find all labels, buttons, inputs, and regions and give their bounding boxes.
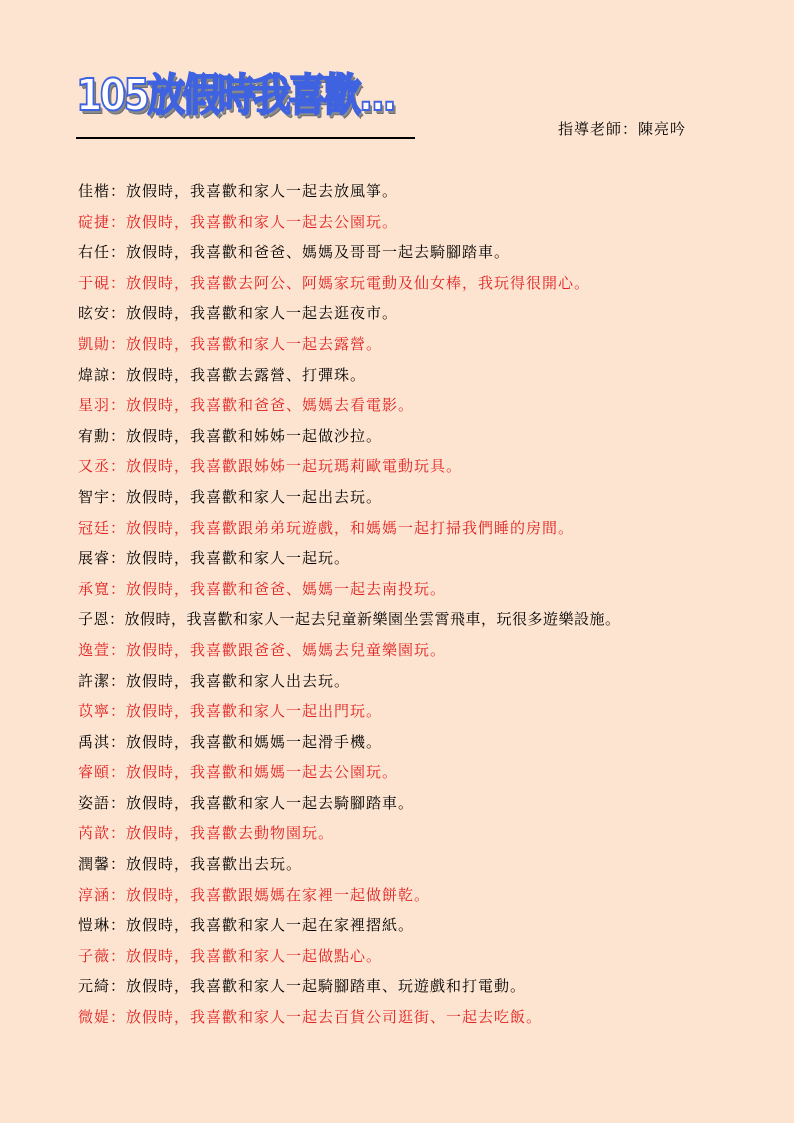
list-item: 許潔：放假時，我喜歡和家人出去玩。 xyxy=(78,671,351,690)
list-item: 芮歆：放假時，我喜歡去動物園玩。 xyxy=(78,824,335,843)
entry-text: 放假時，我喜歡和媽媽一起去公園玩。 xyxy=(126,763,399,782)
student-name: 元綺 xyxy=(78,977,111,996)
student-name: 潤馨 xyxy=(78,855,111,874)
student-name: 逸萱 xyxy=(78,640,111,659)
entry-text: 放假時，我喜歡和媽媽一起滑手機。 xyxy=(126,732,383,751)
student-name: 冠廷 xyxy=(78,518,111,537)
entry-list xyxy=(78,176,621,1033)
student-name: 愷琳 xyxy=(78,916,111,935)
list-item: 睿頤：放假時，我喜歡和媽媽一起去公園玩。 xyxy=(78,763,399,782)
entry-text: 放假時，我喜歡跟弟弟玩遊戲，和媽媽一起打掃我們睡的房間。 xyxy=(126,518,575,537)
list-item: 元綺：放假時，我喜歡和家人一起騎腳踏車、玩遊戲和打電動。 xyxy=(78,977,527,996)
entry-text: 放假時，我喜歡和爸爸、媽媽一起去南投玩。 xyxy=(126,579,447,598)
student-name: 苡寧 xyxy=(78,702,111,721)
list-item: 子薇：放假時，我喜歡和家人一起做點心。 xyxy=(78,946,383,965)
page-title: 105放假時我喜歡... xyxy=(76,70,395,121)
entry-text: 放假時，我喜歡和家人一起出去玩。 xyxy=(126,487,383,506)
list-item: 禹淇：放假時，我喜歡和媽媽一起滑手機。 xyxy=(78,732,383,751)
student-name: 芮歆 xyxy=(78,824,111,843)
entry-text: 放假時，我喜歡和家人一起玩。 xyxy=(126,549,351,568)
student-name: 于硯 xyxy=(78,273,111,292)
entry-text: 放假時，我喜歡和姊姊一起做沙拉。 xyxy=(126,426,383,445)
student-name: 煒諒 xyxy=(78,365,111,384)
entry-text: 放假時，我喜歡去露營、打彈珠。 xyxy=(126,365,367,384)
entry-text: 放假時，我喜歡去動物園玩。 xyxy=(126,824,335,843)
student-name: 智宇 xyxy=(78,487,111,506)
list-item: 凱勛：放假時，我喜歡和家人一起去露營。 xyxy=(78,334,383,353)
teacher-credit: 指導老師：陳亮吟 xyxy=(558,120,687,138)
list-item: 展睿：放假時，我喜歡和家人一起玩。 xyxy=(78,549,351,568)
entry-text: 放假時，我喜歡跟媽媽在家裡一起做餅乾。 xyxy=(126,885,431,904)
student-name: 姿語 xyxy=(78,793,111,812)
student-name: 禹淇 xyxy=(78,732,111,751)
student-name: 睿頤 xyxy=(78,763,111,782)
entry-text: 放假時，我喜歡和家人一起去百貨公司逛街、一起去吃飯。 xyxy=(126,1008,543,1027)
student-name: 微媞 xyxy=(78,1008,111,1027)
entry-text: 放假時，我喜歡和家人一起去兒童新樂園坐雲霄飛車，玩很多遊樂設施。 xyxy=(124,610,621,629)
entry-text: 放假時，我喜歡和家人一起去露營。 xyxy=(126,334,383,353)
entry-text: 放假時，我喜歡和爸爸、媽媽及哥哥一起去騎腳踏車。 xyxy=(126,243,511,262)
list-item: 于硯：放假時，我喜歡去阿公、阿媽家玩電動及仙女棒，我玩得很開心。 xyxy=(78,273,591,292)
title-underline xyxy=(76,137,415,139)
list-item: 子恩：放假時，我喜歡和家人一起去兒童新樂園坐雲霄飛車，玩很多遊樂設施。 xyxy=(78,610,621,629)
list-item: 宥勳：放假時，我喜歡和姊姊一起做沙拉。 xyxy=(78,426,383,445)
student-name: 子薇 xyxy=(78,946,111,965)
student-name: 承寬 xyxy=(78,579,111,598)
entry-text: 放假時，我喜歡和家人一起去公園玩。 xyxy=(126,212,399,231)
student-name: 許潔 xyxy=(78,671,111,690)
student-name: 碇捷 xyxy=(78,212,111,231)
student-name: 宥勳 xyxy=(78,426,111,445)
list-item: 苡寧：放假時，我喜歡和家人一起出門玩。 xyxy=(78,702,383,721)
entry-text: 放假時，我喜歡去阿公、阿媽家玩電動及仙女棒，我玩得很開心。 xyxy=(126,273,591,292)
entry-text: 放假時，我喜歡和家人一起去騎腳踏車。 xyxy=(126,793,415,812)
list-item: 淳涵：放假時，我喜歡跟媽媽在家裡一起做餅乾。 xyxy=(78,885,431,904)
entry-text: 放假時，我喜歡跟爸爸、媽媽去兒童樂園玩。 xyxy=(126,640,447,659)
student-name: 佳楷 xyxy=(78,182,111,200)
entry-text: 放假時，我喜歡和家人一起去放風箏。 xyxy=(126,182,399,200)
list-item: 冠廷：放假時，我喜歡跟弟弟玩遊戲，和媽媽一起打掃我們睡的房間。 xyxy=(78,518,575,537)
list-item: 煒諒：放假時，我喜歡去露營、打彈珠。 xyxy=(78,365,367,384)
list-item: 佳楷：放假時，我喜歡和家人一起去放風箏。 xyxy=(78,182,399,200)
student-name: 又丞 xyxy=(78,457,111,476)
list-item: 承寬：放假時，我喜歡和爸爸、媽媽一起去南投玩。 xyxy=(78,579,447,598)
student-name: 右任 xyxy=(78,243,111,262)
list-item: 姿語：放假時，我喜歡和家人一起去騎腳踏車。 xyxy=(78,793,415,812)
list-item: 微媞：放假時，我喜歡和家人一起去百貨公司逛街、一起去吃飯。 xyxy=(78,1008,543,1027)
list-item: 右任：放假時，我喜歡和爸爸、媽媽及哥哥一起去騎腳踏車。 xyxy=(78,243,511,262)
student-name: 昡安 xyxy=(78,304,111,323)
entry-text: 放假時，我喜歡和家人一起騎腳踏車、玩遊戲和打電動。 xyxy=(126,977,527,996)
list-item: 碇捷：放假時，我喜歡和家人一起去公園玩。 xyxy=(78,212,399,231)
entry-text: 放假時，我喜歡跟姊姊一起玩瑪莉歐電動玩具。 xyxy=(126,457,463,476)
student-name: 淳涵 xyxy=(78,885,111,904)
student-name: 展睿 xyxy=(78,549,111,568)
student-name: 子恩 xyxy=(78,610,110,629)
entry-text: 放假時，我喜歡和家人一起去逛夜市。 xyxy=(126,304,399,323)
list-item: 逸萱：放假時，我喜歡跟爸爸、媽媽去兒童樂園玩。 xyxy=(78,640,447,659)
list-item: 又丞：放假時，我喜歡跟姊姊一起玩瑪莉歐電動玩具。 xyxy=(78,457,463,476)
entry-text: 放假時，我喜歡出去玩。 xyxy=(126,855,303,874)
entry-text: 放假時，我喜歡和家人一起在家裡摺紙。 xyxy=(126,916,415,935)
entry-text: 放假時，我喜歡和家人一起做點心。 xyxy=(126,946,383,965)
student-name: 凱勛 xyxy=(78,334,111,353)
entry-text: 放假時，我喜歡和爸爸、媽媽去看電影。 xyxy=(126,396,415,415)
student-name: 星羽 xyxy=(78,396,111,415)
list-item: 昡安：放假時，我喜歡和家人一起去逛夜市。 xyxy=(78,304,399,323)
list-item: 潤馨：放假時，我喜歡出去玩。 xyxy=(78,855,303,874)
list-item: 星羽：放假時，我喜歡和爸爸、媽媽去看電影。 xyxy=(78,396,415,415)
list-item: 愷琳：放假時，我喜歡和家人一起在家裡摺紙。 xyxy=(78,916,415,935)
entry-text: 放假時，我喜歡和家人出去玩。 xyxy=(126,671,351,690)
entry-text: 放假時，我喜歡和家人一起出門玩。 xyxy=(126,702,383,721)
list-item: 智宇：放假時，我喜歡和家人一起出去玩。 xyxy=(78,487,383,506)
